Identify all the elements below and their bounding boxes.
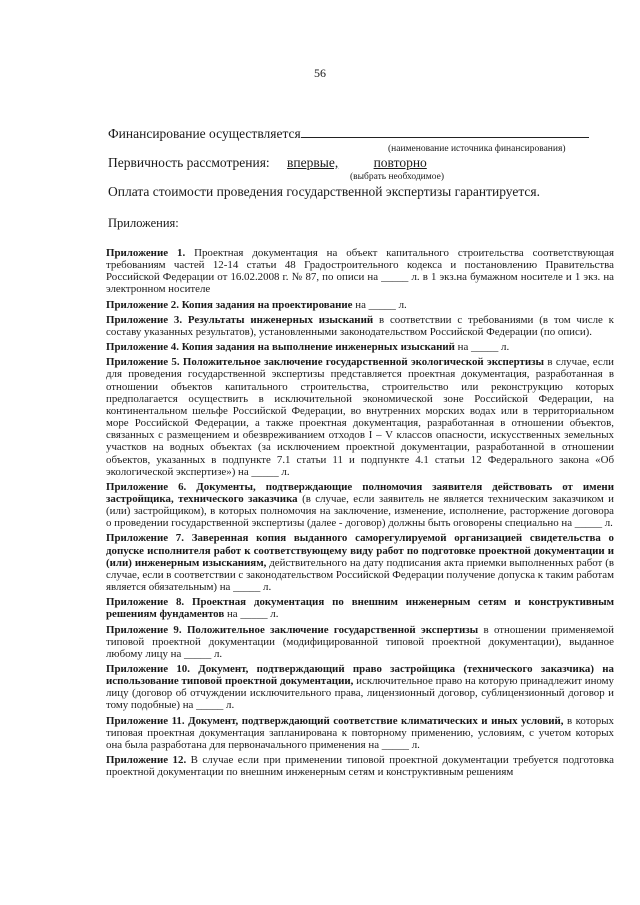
appendix-bold-text: Положительное заключение государственной экологической экспертизы <box>182 356 545 369</box>
attachments-heading: Приложения: <box>108 216 179 230</box>
appendix-text: Проектная документация на объект капитального строительства соответствующая требованиям частей 12-14 статьи 48 Градостроительного кодекса и постановлению Правительства Российской Федерации от 16.02.2008 г. № 87, по описи на _____ л. в 1 экз.на бумажном носителе и 1 экз. на электронном носителе <box>106 247 614 296</box>
appendix-title: Приложение 10. <box>106 663 190 675</box>
appendix-title: Приложение 8. <box>106 596 185 609</box>
appendix-text: на _____ л. <box>226 608 279 621</box>
appendix-text: на _____ л. <box>355 298 407 311</box>
financing-hint: (наименование источника финансирования) <box>388 144 566 154</box>
appendix-title: Приложение 9. <box>106 623 182 636</box>
page-number: 56 <box>314 66 326 80</box>
appendix-bold-text: Заверенная копия выданного саморегулируемой организацией свидетельства о допуске исполнителя работ к соответствующему виду работ по подготовке проектной документации и (или) инженерным изысканиям, <box>106 532 614 569</box>
financing-label: Финансирование осуществляется <box>108 126 301 141</box>
appendix-title: Приложение 6. <box>106 480 187 493</box>
appendix-text: исключительное право на которую принадлежит иному лицу (договор об отчуждении исключительного права, лицензионный договор, сублицензионный договор и тому подобные) на _____ л. <box>106 675 614 712</box>
appendix-item <box>106 624 614 660</box>
priority-hint: (выбрать необходимое) <box>350 172 445 182</box>
appendix-bold-text: Результаты инженерных изысканий <box>187 313 374 326</box>
appendix-text: в случае, если для проведения государственной экспертизы представляется проектная документация, разработанная в отношении объектов капитального строительства, строительство или реконструкцию которых предполагается осуществить в исключительной экономической зоне Российской Федерации, на континентальном шельфе Российской Федерации, во внутренних морских водах или в территориальном море Российской Федерации, а также проектная документация, разработанная в отношении объектов, связанных с размещением и обезвреживанием отходов I – V классов опасности, искусственных земельных участков на водных объектах (за исключением проектной документации, разработанной в отношении объектов, указанных в подпункте 7.1 статьи 11 и подпункте 4.1 статьи 12 Федерального закона «Об экологической экспертизе») на _____ л. <box>106 356 614 478</box>
priority-option-first[interactable]: впервые, <box>287 155 339 170</box>
appendix-text: в отношении применяемой типовой проектной документации (модифицированной типовой проектной документации), выданное любому лицу на _____ л. <box>106 623 615 660</box>
appendix-title: Приложение 3. <box>106 313 183 326</box>
appendix-bold-text: Документ, подтверждающий соответствие климатических и иных условий, <box>188 714 564 727</box>
appendix-item <box>106 341 614 353</box>
appendix-bold-text: Документы, подтверждающие полномочия заявителя действовать от имени застройщика, технического заказчика <box>106 480 614 505</box>
appendix-title: Приложение 1. <box>106 247 186 259</box>
appendix-bold-text: Положительное заключение государственной экспертизы <box>186 623 479 636</box>
financing-line <box>108 126 589 142</box>
appendix-item <box>106 481 614 530</box>
appendix-title: Приложение 2. <box>106 298 179 311</box>
appendix-bold-text: Копия задания на выполнение инженерных изысканий <box>181 341 455 354</box>
appendix-title: Приложение 11. <box>106 714 185 727</box>
appendix-text: В случае если при применении типовой проектной документации требуется подготовка проектной документации по внешним инженерным сетям и конструктивным решениям <box>106 754 614 779</box>
appendix-item <box>106 247 614 296</box>
appendix-text: (в случае, если заявитель не является техническим заказчиком и (или) застройщиком), в которых полномочия на заключение, изменение, исполнение, расторжение договора о проведении государственной экспертизы (далее - договор) должны быть оговорены специально на _____ л. <box>106 492 614 530</box>
appendix-text: в которых типовая проектная документация запланирована к повторному применению, условиям, с учетом которых она была разработана для первоначального применения на _____ л. <box>106 714 614 751</box>
appendix-title: Приложение 12. <box>106 754 187 767</box>
financing-source-field[interactable] <box>301 137 589 138</box>
appendix-item <box>106 596 614 620</box>
priority-option-repeat[interactable]: повторно <box>373 155 427 170</box>
appendix-text: в соответствии с требованиями (в том числе к составу указанных результатов), установленными законодательством Российской Федерации (по описи). <box>106 313 614 338</box>
appendix-item <box>106 314 614 338</box>
priority-line <box>108 155 427 171</box>
appendix-item <box>106 715 614 751</box>
appendix-title: Приложение 7. <box>106 532 184 545</box>
priority-label: Первичность рассмотрения: <box>108 155 270 170</box>
appendix-bold-text: Документ, подтверждающий право застройщика (технического заказчика) на использование типовой проектной документации, <box>106 663 614 688</box>
appendix-title: Приложение 4. <box>106 341 179 354</box>
appendix-item <box>106 299 614 311</box>
appendix-item <box>106 532 614 593</box>
appendix-item <box>106 663 614 712</box>
appendix-item <box>106 356 614 478</box>
payment-guarantee-text: Оплата стоимости проведения государственной экспертизы гарантируется. <box>108 184 541 199</box>
appendix-text: на _____ л. <box>457 341 510 354</box>
appendix-list <box>106 247 614 781</box>
appendix-item <box>106 754 614 778</box>
appendix-bold-text: Копия задания на проектирование <box>181 298 353 311</box>
appendix-title: Приложение 5. <box>106 356 180 369</box>
appendix-text: действительного на дату подписания акта приемки выполненных работ (в случае, если в соответствии с законодательством Российской Федерации получение допуска к таким работам является обязательным) на _____ л. <box>106 556 614 594</box>
appendix-bold-text: Проектная документация по внешним инженерным сетям и конструктивным решениям фундаментов <box>106 596 614 621</box>
